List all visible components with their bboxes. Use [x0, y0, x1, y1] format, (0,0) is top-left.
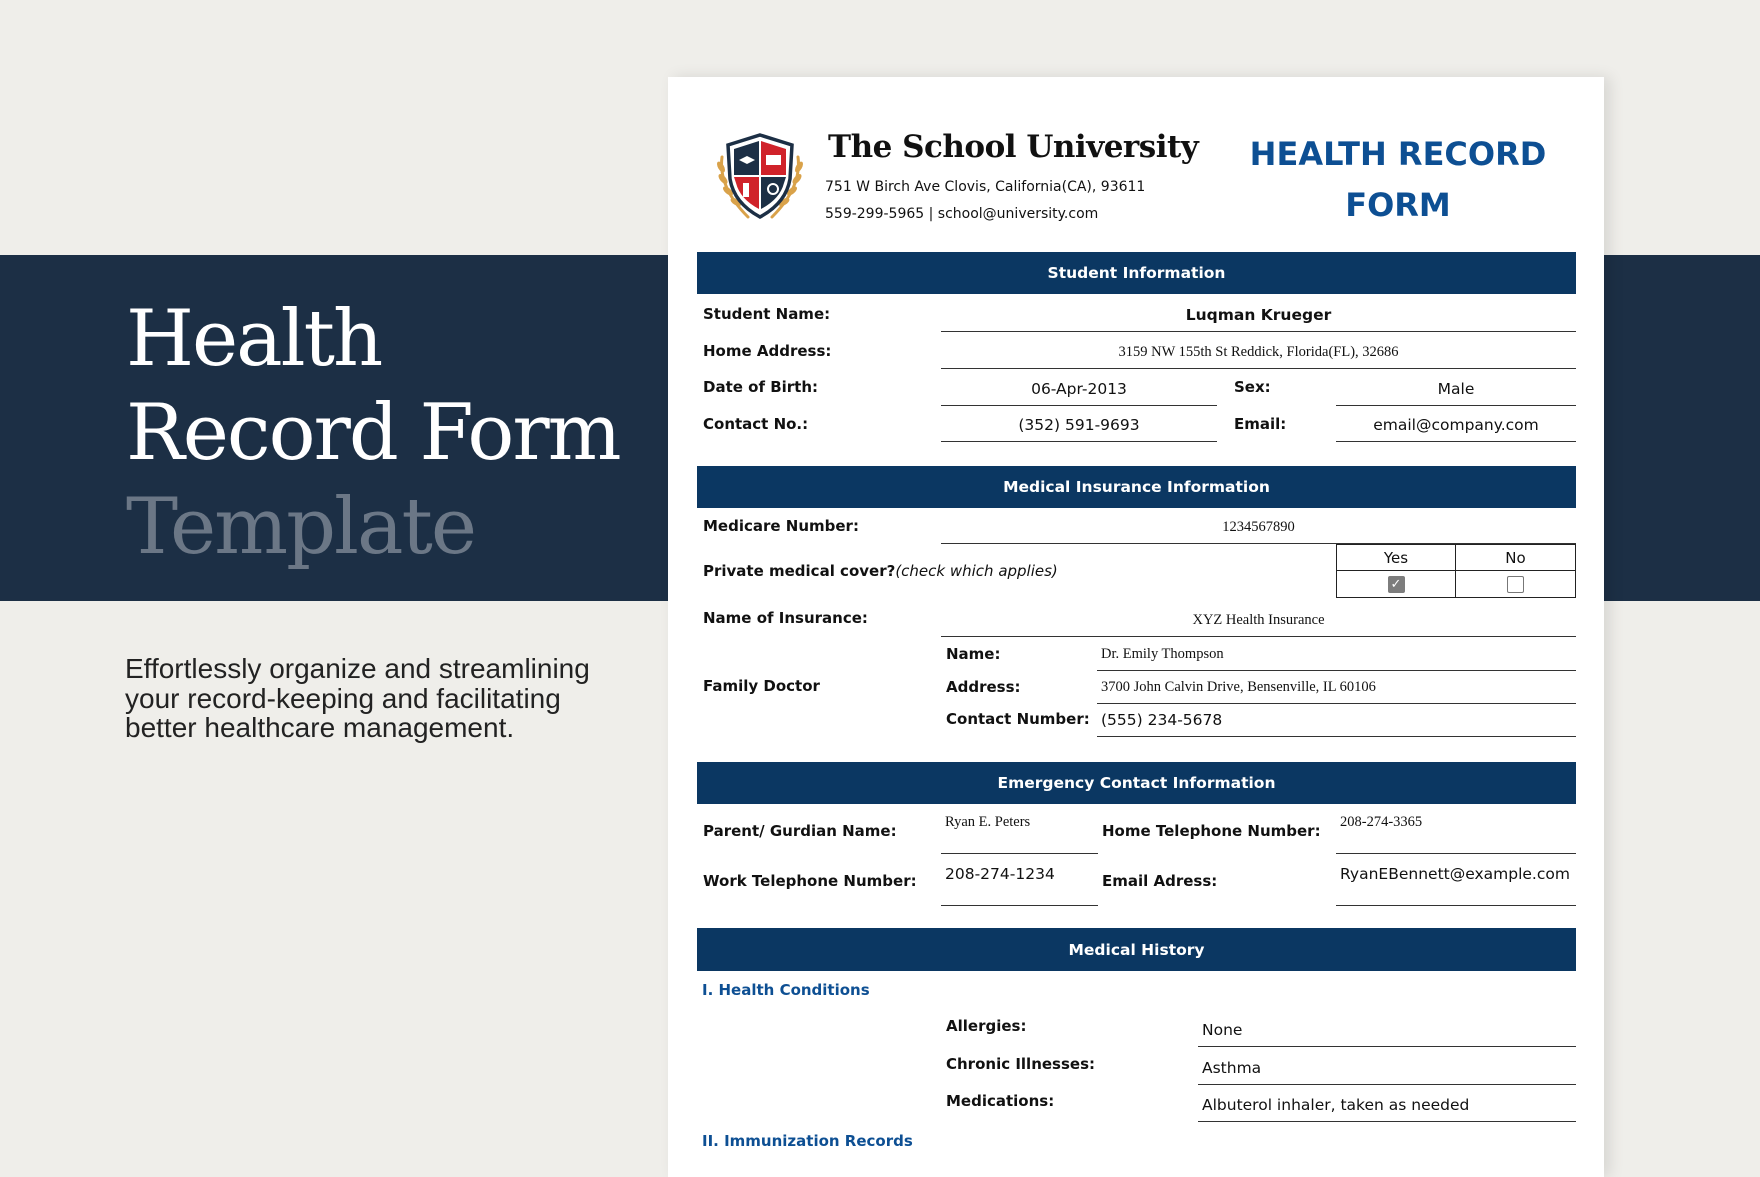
private-cover-hint: (check which applies) [895, 562, 1058, 580]
student-name-field[interactable]: Luqman Krueger [941, 294, 1576, 332]
university-crest-icon [710, 127, 810, 227]
medicare-number-field[interactable]: 1234567890 [941, 508, 1576, 544]
section-header-insurance: Medical Insurance Information [697, 466, 1576, 508]
work-phone-label: Work Telephone Number: [703, 872, 917, 890]
no-column-label: No [1456, 545, 1575, 571]
section-header-student-info: Student Information [697, 252, 1576, 294]
work-phone-field[interactable]: 208-274-1234 [941, 854, 1098, 906]
medicare-number-label: Medicare Number: [703, 517, 859, 535]
chronic-illnesses-field[interactable]: Asthma [1198, 1047, 1576, 1085]
section-header-medical-history: Medical History [697, 928, 1576, 971]
hero-description: Effortlessly organize and streamlining your record-keeping and facilitating better healthcare management. [125, 653, 590, 743]
doctor-name-field[interactable]: Dr. Emily Thompson [1097, 637, 1576, 671]
guardian-name-label: Parent/ Gurdian Name: [703, 822, 897, 840]
hero-title-line3: Template [126, 482, 475, 572]
section-header-emergency: Emergency Contact Information [697, 762, 1576, 804]
no-checkbox[interactable] [1507, 576, 1524, 593]
form-title [1248, 129, 1548, 231]
private-cover-question: Private medical cover? [703, 562, 896, 580]
university-address: 751 W Birch Ave Clovis, California(CA), 93611 [825, 179, 1146, 195]
guardian-name-field[interactable]: Ryan E. Peters [941, 804, 1098, 854]
doctor-contact-label: Contact Number: [946, 710, 1090, 728]
university-name: The School University [828, 129, 1199, 165]
doctor-name-label: Name: [946, 645, 1001, 663]
chronic-illnesses-label: Chronic Illnesses: [946, 1055, 1095, 1073]
university-contact: 559-299-5965 | school@university.com [825, 206, 1099, 222]
hero-title-line1: Health [126, 294, 382, 384]
home-address-label: Home Address: [703, 342, 832, 360]
email-field[interactable]: email@company.com [1336, 406, 1576, 442]
student-name-label: Student Name: [703, 305, 831, 323]
family-doctor-label: Family Doctor [703, 677, 820, 695]
emergency-email-label: Email Adress: [1102, 872, 1218, 890]
hero-title-line2: Record Form [126, 388, 620, 478]
private-cover-label [703, 562, 1058, 580]
allergies-label: Allergies: [946, 1017, 1027, 1035]
dob-label: Date of Birth: [703, 378, 819, 396]
sex-field[interactable]: Male [1336, 369, 1576, 406]
emergency-email-field[interactable]: RyanEBennett@example.com [1336, 854, 1576, 906]
doctor-address-label: Address: [946, 678, 1021, 696]
home-phone-label: Home Telephone Number: [1102, 822, 1321, 840]
hero-title [126, 292, 620, 574]
sex-label: Sex: [1234, 378, 1271, 396]
form-title-line1: HEALTH RECORD [1249, 135, 1547, 173]
doctor-contact-field[interactable]: (555) 234-5678 [1097, 704, 1576, 737]
doctor-address-field[interactable]: 3700 John Calvin Drive, Bensenville, IL 60106 [1097, 671, 1576, 704]
insurance-name-label: Name of Insurance: [703, 609, 868, 627]
no-checkbox-cell [1456, 571, 1575, 597]
insurance-name-field[interactable]: XYZ Health Insurance [941, 600, 1576, 637]
dob-field[interactable]: 06-Apr-2013 [941, 369, 1217, 406]
form-page [668, 77, 1604, 1177]
home-address-field[interactable]: 3159 NW 155th St Reddick, Florida(FL), 32686 [941, 332, 1576, 369]
contact-no-field[interactable]: (352) 591-9693 [941, 406, 1217, 442]
contact-no-label: Contact No.: [703, 415, 809, 433]
private-cover-checkbox-table [1336, 544, 1576, 598]
yes-checkbox-cell [1337, 571, 1456, 597]
form-title-line2: FORM [1345, 186, 1451, 224]
health-conditions-heading: I. Health Conditions [702, 981, 870, 999]
medications-field[interactable]: Albuterol inhaler, taken as needed [1198, 1085, 1576, 1122]
medications-label: Medications: [946, 1092, 1055, 1110]
allergies-field[interactable]: None [1198, 1007, 1576, 1047]
yes-column-label: Yes [1337, 545, 1456, 571]
yes-checkbox[interactable]: ✓ [1388, 576, 1405, 593]
home-phone-field[interactable]: 208-274-3365 [1336, 804, 1576, 854]
immunization-heading: II. Immunization Records [702, 1132, 913, 1150]
email-label: Email: [1234, 415, 1287, 433]
